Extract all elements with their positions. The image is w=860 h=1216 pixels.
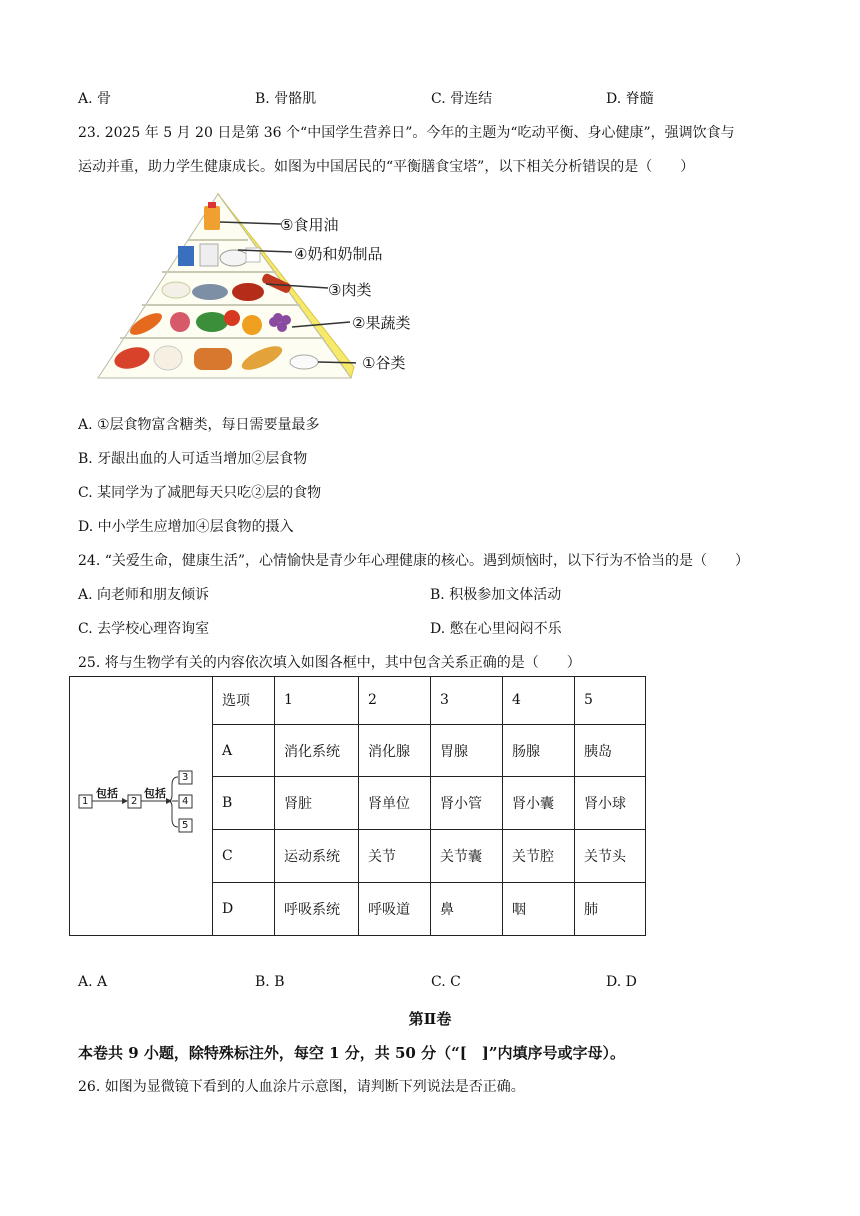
table-cell: D (213, 883, 275, 936)
q23-stem-line2: 运动并重，助力学生健康成长。如图为中国居民的“平衡膳食宝塔”，以下相关分析错误的是（ ） (78, 159, 695, 175)
q23-option-d: D. 中小学生应增加④层食物的摄入 (78, 519, 294, 535)
pyramid-label-3: ③肉类 (328, 281, 372, 299)
q24-stem: 24. “关爱生命，健康生活”，心情愉快是青少年心理健康的核心。遇到烦恼时，以下行为不恰当的是（ ） (78, 553, 750, 569)
table-cell: 消化系统 (275, 724, 359, 777)
q22-option-a: A. 骨 (78, 91, 112, 107)
q25-option-c: C. C (431, 974, 461, 990)
table-cell: 运动系统 (275, 830, 359, 883)
q23-stem-line1: 23. 2025 年 5 月 20 日是第 36 个“中国学生营养日”。今年的主题为“吃动平衡、身心健康”，强调饮食与 (78, 125, 735, 141)
table-header-cell: 2 (359, 677, 431, 725)
table-cell: 关节 (359, 830, 431, 883)
pyramid-label-4: ④奶和奶制品 (294, 245, 383, 263)
q23-option-b: B. 牙龈出血的人可适当增加②层食物 (78, 451, 308, 467)
q24-option-c: C. 去学校心理咨询室 (78, 621, 210, 637)
table-cell: 消化腺 (359, 724, 431, 777)
table-cell: 胰岛 (575, 724, 646, 777)
table-header-cell: 1 (275, 677, 359, 725)
diagram-box-2-label: 2 (131, 796, 138, 807)
q23-option-a: A. ①层食物富含糖类，每日需要量最多 (78, 417, 320, 433)
q25-option-a: A. A (78, 974, 108, 990)
q24-option-b: B. 积极参加文体活动 (430, 587, 562, 603)
inclusion-diagram (70, 677, 212, 931)
table-header-cell: 选项 (213, 677, 275, 725)
diagram-arrow-label-2: 包括 (144, 787, 166, 800)
q24-option-a: A. 向老师和朋友倾诉 (78, 587, 210, 603)
diagram-box-5-label: 5 (182, 820, 189, 831)
table-cell: 咽 (503, 883, 575, 936)
diagram-box-3-label: 3 (182, 772, 189, 783)
table-cell: 肾小囊 (503, 777, 575, 830)
table-cell: B (213, 777, 275, 830)
q22-option-b: B. 骨骼肌 (255, 91, 317, 107)
table-header-row (70, 677, 646, 725)
table-cell: 呼吸道 (359, 883, 431, 936)
q24-option-d: D. 憋在心里闷闷不乐 (430, 621, 562, 637)
table-header-cell: 5 (575, 677, 646, 725)
q24-options-row1 (78, 584, 778, 604)
q25-table (69, 676, 646, 936)
table-cell: 肾单位 (359, 777, 431, 830)
table-cell: 关节腔 (503, 830, 575, 883)
table-cell: 肾小管 (431, 777, 503, 830)
table-cell: 肺 (575, 883, 646, 936)
table-cell: A (213, 724, 275, 777)
diagram-arrow-label-1: 包括 (96, 787, 118, 800)
table-cell: 肾脏 (275, 777, 359, 830)
q24-options-row2 (78, 618, 778, 638)
q25-stem: 25. 将与生物学有关的内容依次填入如图各框中，其中包含关系正确的是（ ） (78, 655, 581, 671)
diagram-box-4-label: 4 (182, 796, 189, 807)
table-header-cell: 4 (503, 677, 575, 725)
diagram-box-1-label: 1 (82, 796, 89, 807)
table-cell: C (213, 830, 275, 883)
food-pyramid-figure (96, 192, 426, 384)
q22-option-c: C. 骨连结 (431, 91, 493, 107)
table-cell: 胃腺 (431, 724, 503, 777)
q25-options (78, 974, 778, 994)
inclusion-diagram-cell (70, 677, 213, 936)
section-instructions: 本卷共 9 小题，除特殊标注外，每空 1 分，共 50 分（“[ ]”内填序号或字母）。 (78, 1044, 626, 1062)
pyramid-label-5: ⑤食用油 (280, 216, 339, 234)
q25-option-d: D. D (606, 974, 637, 990)
section-title: 第Ⅱ卷 (408, 1010, 452, 1028)
table-cell: 肠腺 (503, 724, 575, 777)
q26-stem: 26. 如图为显微镜下看到的人血涂片示意图，请判断下列说法是否正确。 (78, 1079, 525, 1095)
table-cell: 关节囊 (431, 830, 503, 883)
q25-option-b: B. B (255, 974, 285, 990)
pyramid-label-1: ①谷类 (362, 354, 406, 372)
table-cell: 肾小球 (575, 777, 646, 830)
q22-option-d: D. 脊髓 (606, 91, 654, 107)
table-header-cell: 3 (431, 677, 503, 725)
q22-options (78, 88, 778, 108)
table-cell: 鼻 (431, 883, 503, 936)
table-cell: 关节头 (575, 830, 646, 883)
pyramid-label-2: ②果蔬类 (352, 314, 411, 332)
q23-option-c: C. 某同学为了减肥每天只吃②层的食物 (78, 485, 322, 501)
table-cell: 呼吸系统 (275, 883, 359, 936)
